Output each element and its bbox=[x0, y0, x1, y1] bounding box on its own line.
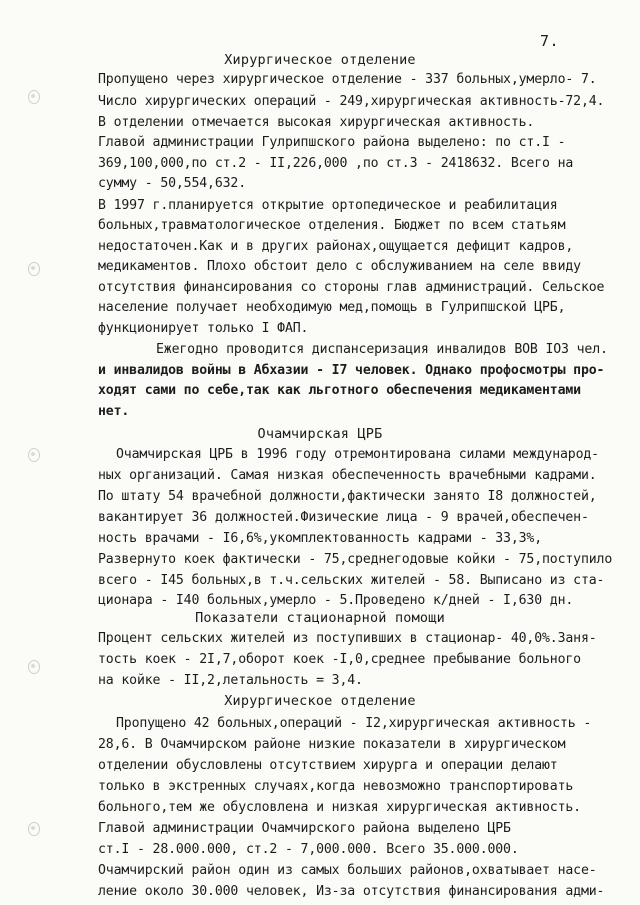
text-line: ционара - I40 больных,умерло - 5.Проведено к/дней - I,630 дн. bbox=[98, 593, 574, 608]
text-line: В отделении отмечается высокая хирургическая активность. bbox=[98, 115, 535, 130]
text-line: 369,100,000,по ст.2 - II,226,000 ,по ст.3 - 2418632. Всего на bbox=[98, 156, 574, 171]
text-line: только в экстренных случаях,когда невозможно транспортировать bbox=[98, 779, 574, 794]
text-line: По штату 54 врачебной должности,фактически занято I8 должностей, bbox=[98, 489, 597, 504]
text-line: всего - I45 больных,в т.ч.сельских жителей - 58. Выписано из ста- bbox=[98, 573, 605, 588]
text-line: и инвалидов войны в Абхазии - I7 человек. Однако профосмотры про- bbox=[98, 363, 605, 378]
text-line: медикаментов. Плохо обстоит дело с обслуживанием на селе ввиду bbox=[98, 259, 581, 274]
text-line: Развернуто коек фактически - 75,среднегодовые койки - 75,поступило bbox=[98, 552, 613, 567]
page-number: 7. bbox=[540, 32, 560, 50]
margin-hole-mark bbox=[28, 90, 40, 104]
text-line: ных организаций. Самая низкая обеспеченность врачебными кадрами. bbox=[98, 468, 597, 483]
text-line: Процент сельских жителей из поступивших в стационар- 40,0%.Заня- bbox=[98, 631, 597, 646]
text-line: В 1997 г.планируется открытие ортопедическое и реабилитация bbox=[98, 198, 558, 213]
text-line: сумму - 50,554,632. bbox=[98, 176, 247, 191]
text-line: функционирует только I ФАП. bbox=[98, 321, 309, 336]
margin-hole-mark bbox=[28, 660, 40, 674]
text-line: 28,6. В Очамчирском районе низкие показатели в хирургическом bbox=[98, 737, 566, 752]
text-line: Ежегодно проводится диспансеризация инвалидов ВОВ IO3 чел. bbox=[156, 342, 608, 357]
text-line: ст.I - 28.000.000, ст.2 - 7,000.000. Всего 35.000.000. bbox=[98, 842, 519, 857]
text-line: ходят сами по себе,так как льготного обеспечения медикаментами bbox=[98, 383, 581, 398]
text-line: тость коек - 2I,7,оборот коек -I,0,среднее пребывание больного bbox=[98, 652, 581, 667]
text-line: ность врачами - I6,6%,укомплектованность кадрами - 33,3%, bbox=[98, 531, 543, 546]
text-line: отсутствия финансирования со стороны глав администраций. Сельское bbox=[98, 280, 605, 295]
margin-hole-mark bbox=[28, 448, 40, 462]
text-line: Главой администрации Гулрипшского района выделено: по ст.I - bbox=[98, 135, 566, 150]
section-heading-surgical-1: Хирургическое отделение bbox=[224, 52, 416, 68]
section-heading-ochamchira-hospital: Очамчирская ЦРБ bbox=[257, 426, 383, 442]
margin-hole-mark bbox=[28, 822, 40, 836]
text-line: Пропущено 42 больных,операций - I2,хирургическая активность - bbox=[116, 716, 592, 731]
section-heading-inpatient-indicators: Показатели стационарной помощи bbox=[195, 610, 445, 626]
text-line: Очамчирская ЦРБ в 1996 году отремонтирована силами международ- bbox=[116, 447, 599, 462]
text-line: на койке - II,2,летальность = 3,4. bbox=[98, 673, 363, 688]
text-line: Главой администрации Очамчирского района выделено ЦРБ bbox=[98, 821, 511, 836]
text-line: Очамчирский район один из самых больших районов,охватывает насе- bbox=[98, 863, 597, 878]
text-line: ление около 30.000 человек, Из-за отсутствия финансирования адми- bbox=[98, 884, 605, 899]
text-line: недостаточен.Как и в других районах,ощущается дефицит кадров, bbox=[98, 239, 574, 254]
section-heading-surgical-2: Хирургическое отделение bbox=[224, 693, 416, 709]
text-line: вакантирует 36 должностей.Физические лица - 9 врачей,обеспечен- bbox=[98, 510, 589, 525]
margin-hole-mark bbox=[28, 262, 40, 276]
text-line: Пропущено через хирургическое отделение - 337 больных,умерло- 7. bbox=[98, 72, 597, 87]
text-line: Число хирургических операций - 249,хирургическая активность-72,4. bbox=[98, 94, 605, 109]
text-line: население получает необходимую мед,помощь в Гулрипшской ЦРБ, bbox=[98, 300, 566, 315]
text-line: нет. bbox=[98, 404, 130, 419]
text-line: отделении обусловлены отсутствием хирурга и операции делают bbox=[98, 758, 558, 773]
text-line: больных,травматологическое отделения. Бюджет по всем статьям bbox=[98, 218, 566, 233]
text-line: больного,тем же обусловлена и низкая хирургическая активность. bbox=[98, 800, 581, 815]
